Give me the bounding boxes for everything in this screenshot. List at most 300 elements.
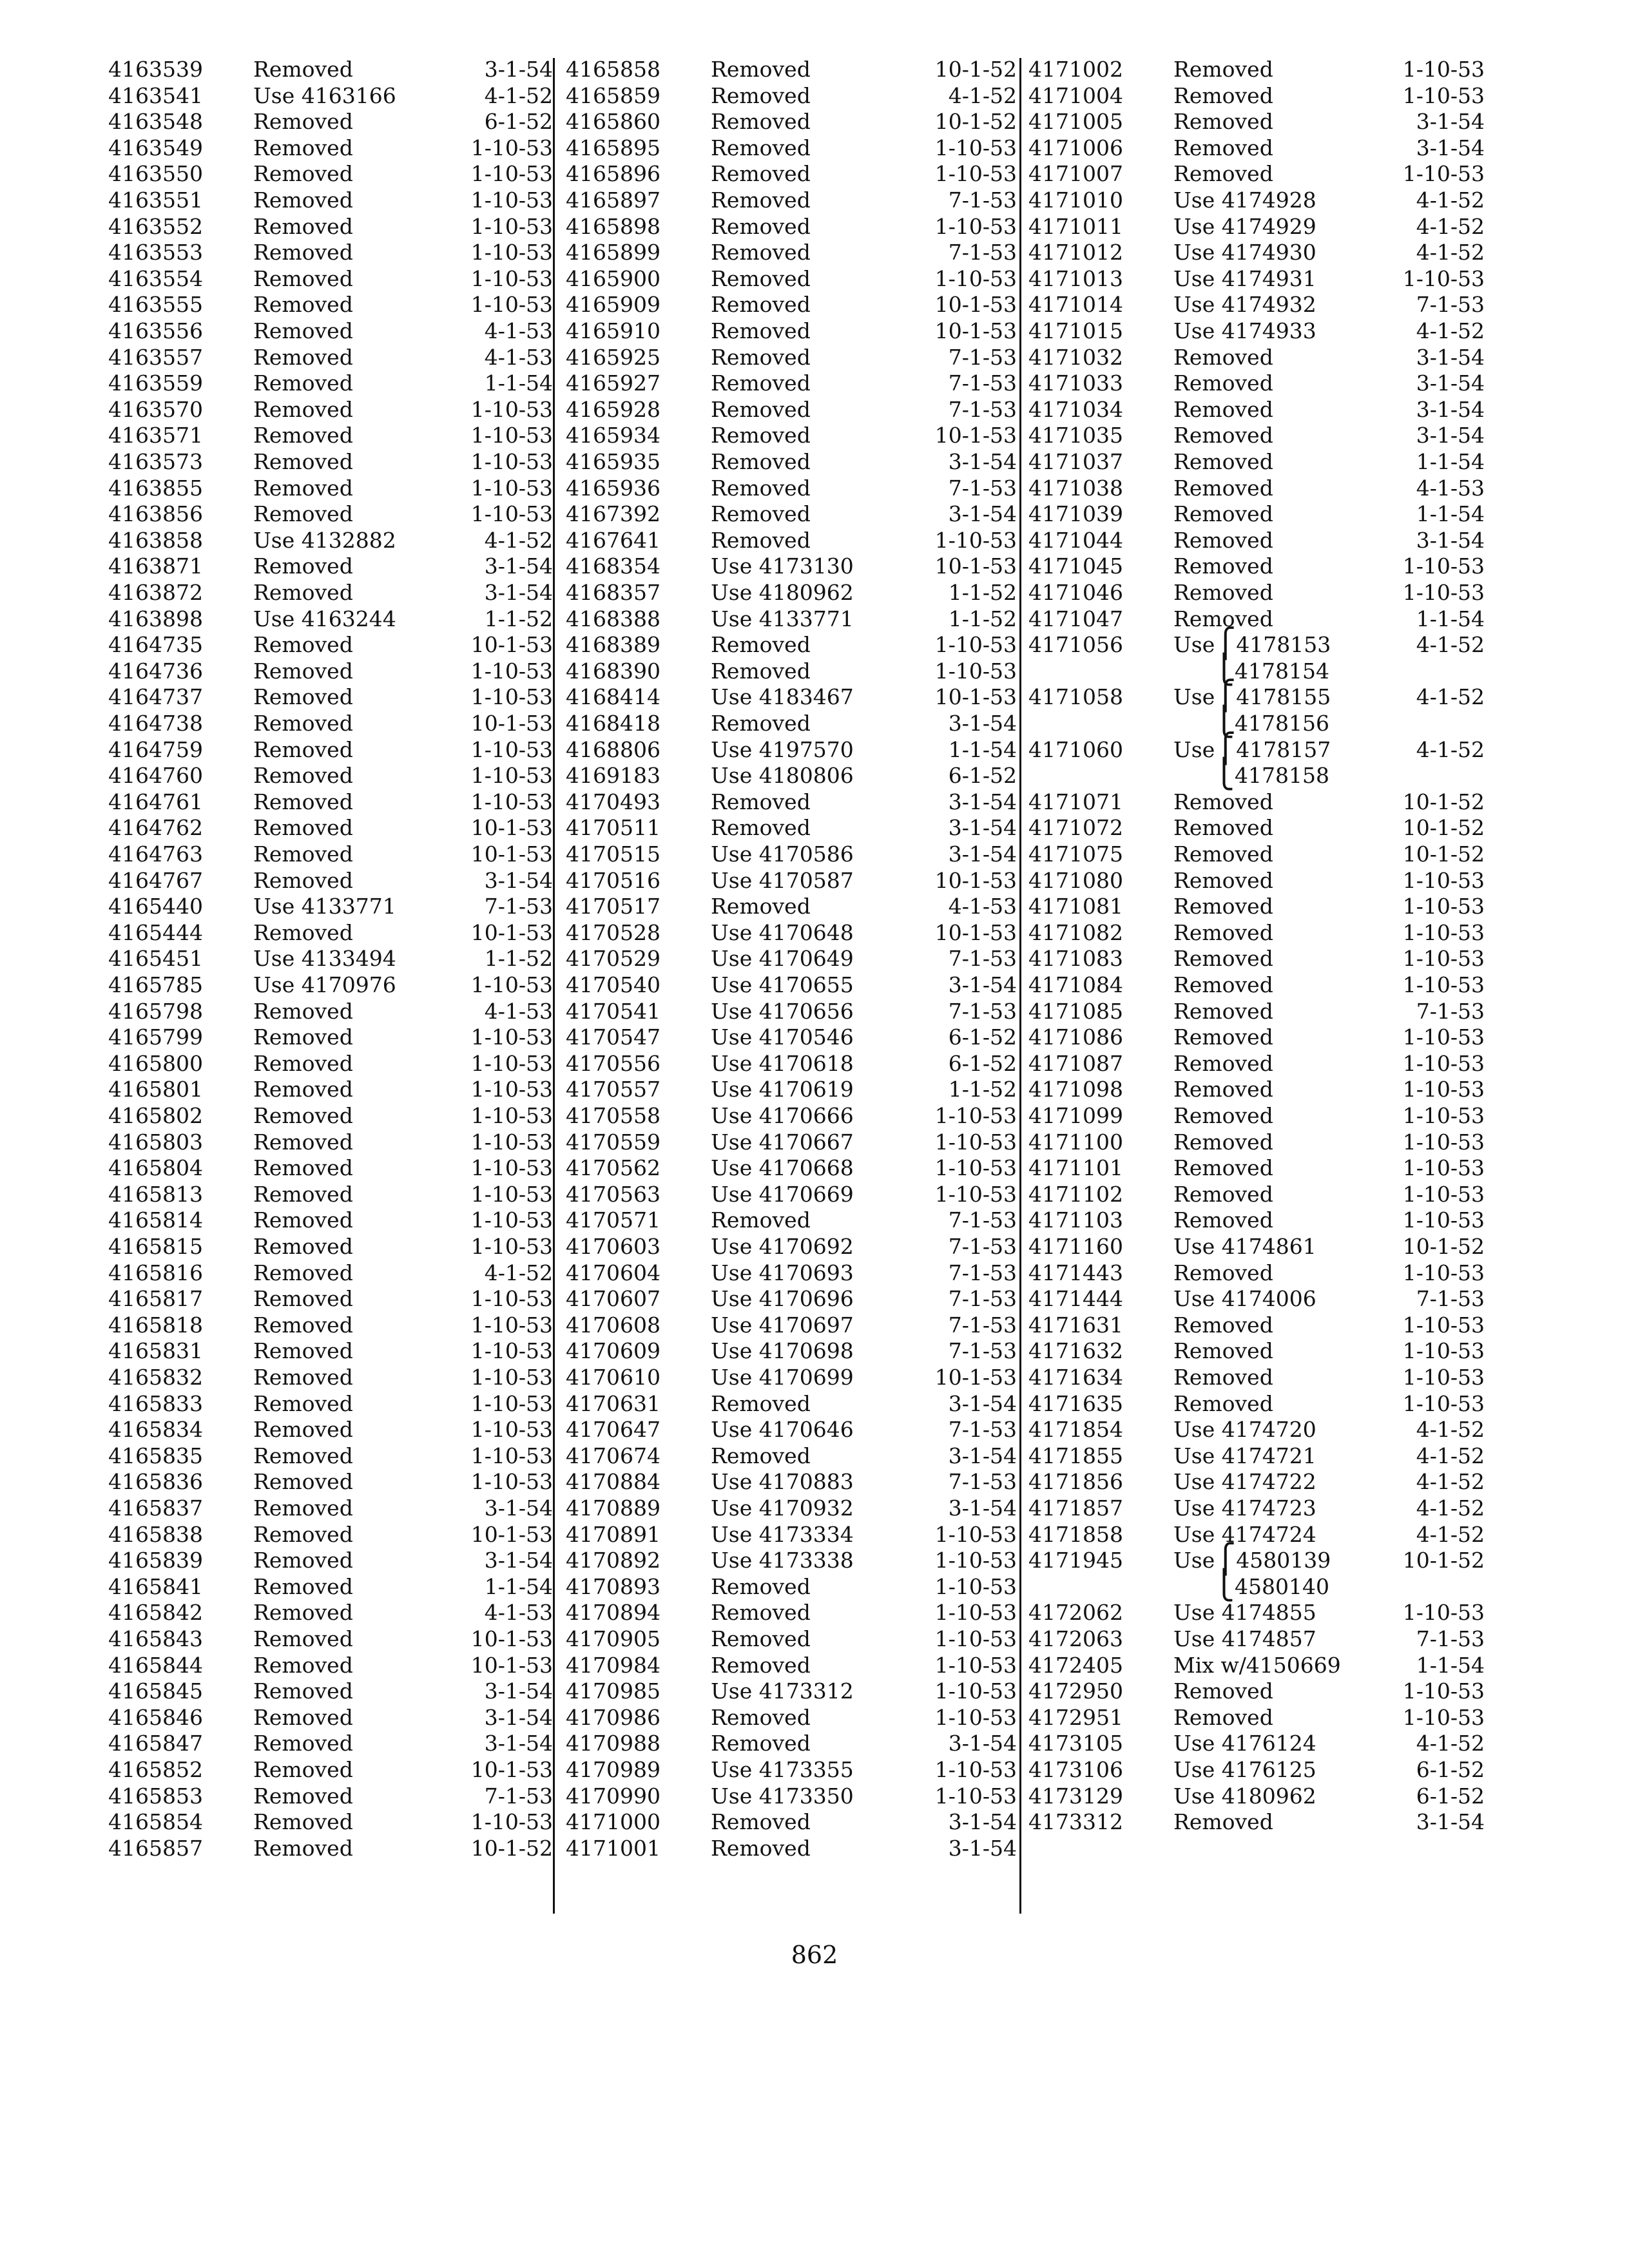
disposition: Removed [253,1469,353,1494]
disposition-text: Use [1173,1548,1215,1573]
effective-date: 10-1-52 [1402,1548,1485,1573]
table-row [1028,1051,1485,1077]
table-row-continuation [1028,706,1485,738]
disposition: Removed [253,737,353,762]
disposition: Removed [711,109,811,134]
part-number: 4165900 [566,266,660,291]
disposition: Removed [1173,1338,1273,1363]
part-number: 4170558 [566,1103,660,1128]
table-row [1028,1783,1485,1809]
disposition: Use 4174855 [1173,1600,1316,1625]
replacement-number: 4178157 [1236,737,1331,762]
table-row [1028,841,1485,867]
table-row [1028,580,1485,606]
disposition: Removed [711,423,811,448]
table-row [1028,1626,1485,1652]
table-row [108,161,553,187]
table-row [566,1365,1017,1390]
disposition: Removed [253,763,353,788]
table-row [566,920,1017,946]
disposition: Removed [253,1338,353,1363]
effective-date: 3-1-54 [948,972,1017,997]
effective-date: 7-1-53 [1416,1286,1485,1311]
effective-date: 4-1-52 [1416,214,1485,239]
effective-date: 1-10-53 [470,135,553,160]
disposition: Removed [1173,1705,1273,1730]
disposition [1213,758,1329,791]
disposition: Use 4170587 [711,868,854,893]
disposition: Removed [1173,606,1273,631]
part-number: 4165834 [108,1417,203,1442]
part-number: 4165842 [108,1600,203,1625]
disposition: Use 4170655 [711,972,854,997]
table-row [108,397,553,423]
disposition: Removed [1173,815,1273,840]
part-number: 4163573 [108,449,203,474]
part-number: 4171032 [1028,345,1123,370]
effective-date: 7-1-53 [484,894,553,919]
disposition: Removed [253,1731,353,1756]
effective-date: 1-10-53 [1402,580,1485,605]
disposition: Removed [253,1312,353,1338]
table-row [566,1469,1017,1495]
table-row [1028,1365,1485,1390]
effective-date: 3-1-54 [484,1678,553,1704]
table-row [566,1757,1017,1783]
part-number: 4171084 [1028,972,1123,997]
table-row [1028,679,1485,712]
table-row [108,1548,553,1573]
table-row [108,815,553,841]
part-number: 4171001 [566,1836,660,1861]
table-row [566,240,1017,265]
effective-date: 1-10-53 [934,632,1017,657]
part-number: 4171444 [1028,1286,1123,1311]
table-row [1028,57,1485,82]
part-number: 4165802 [108,1103,203,1128]
table-row [108,1024,553,1050]
table-row [1028,894,1485,919]
part-number: 4165831 [108,1338,203,1363]
disposition: Removed [711,1443,811,1468]
part-number: 4168389 [566,632,660,657]
table-row [566,1103,1017,1129]
disposition: Removed [1173,83,1273,108]
part-number: 4171044 [1028,528,1123,553]
table-row [108,214,553,240]
part-number: 4171005 [1028,109,1123,134]
disposition: Removed [1173,449,1273,474]
disposition: Removed [253,553,353,579]
part-number: 4170884 [566,1469,660,1494]
part-number: 4165803 [108,1129,203,1155]
disposition: Use 4174724 [1173,1522,1316,1547]
table-row [108,737,553,763]
effective-date: 10-1-52 [934,57,1017,82]
part-number: 4165800 [108,1051,203,1076]
table-row [566,1260,1017,1286]
effective-date: 1-10-53 [1402,1051,1485,1076]
disposition: Removed [711,1207,811,1233]
disposition: Removed [1173,161,1273,186]
table-row [108,292,553,318]
disposition: Removed [1173,1182,1273,1207]
table-row [566,1234,1017,1260]
part-number: 4170891 [566,1522,660,1547]
effective-date: 1-10-53 [934,1678,1017,1704]
table-row [1028,1338,1485,1364]
table-row [566,684,1017,710]
part-number: 4163552 [108,214,203,239]
table-row [566,318,1017,344]
part-number: 4165799 [108,1024,203,1050]
part-number: 4165847 [108,1731,203,1756]
table-row [1028,1312,1485,1338]
part-number: 4165838 [108,1522,203,1547]
disposition: Removed [1173,868,1273,893]
part-number: 4165899 [566,240,660,265]
part-number: 4171072 [1028,815,1123,840]
effective-date: 1-10-53 [934,1155,1017,1180]
table-row [566,135,1017,161]
table-row [108,684,553,710]
disposition: Removed [711,1809,811,1834]
disposition: Removed [253,449,353,474]
table-row-continuation [1028,758,1485,791]
part-number: 4171035 [1028,423,1123,448]
effective-date: 1-10-53 [1402,1705,1485,1730]
effective-date: 10-1-52 [1402,815,1485,840]
table-row [108,1600,553,1626]
table-row [566,1495,1017,1521]
table-row [108,1626,553,1652]
disposition: Removed [711,266,811,291]
disposition: Removed [1173,370,1273,396]
disposition: Use 4174928 [1173,187,1316,213]
effective-date: 1-10-53 [1402,1207,1485,1233]
table-row [566,737,1017,763]
part-number: 4164735 [108,632,203,657]
effective-date: 1-10-53 [1402,1312,1485,1338]
table-row [1028,423,1485,448]
disposition: Removed [711,711,811,736]
table-row [108,946,553,972]
table-row [1028,1207,1485,1233]
part-number: 4171004 [1028,83,1123,108]
disposition: Removed [711,476,811,501]
table-row [1028,397,1485,423]
effective-date: 1-1-54 [948,737,1017,762]
effective-date: 1-10-53 [934,1129,1017,1155]
replacement-number: 4178154 [1235,658,1329,684]
table-row [108,1574,553,1600]
part-number: 4171046 [1028,580,1123,605]
table-row [108,266,553,292]
disposition: Use 4174721 [1173,1443,1316,1468]
part-number: 4164767 [108,868,203,893]
disposition: Removed [711,370,811,396]
effective-date: 1-10-53 [934,1783,1017,1809]
table-row [566,894,1017,919]
table-row [566,1705,1017,1731]
effective-date: 1-10-53 [470,1809,553,1834]
part-number: 4171015 [1028,318,1123,343]
table-row [566,1312,1017,1338]
table-row [108,711,553,736]
part-number: 4170988 [566,1731,660,1756]
table-row [1028,1678,1485,1704]
effective-date: 10-1-53 [470,1653,553,1678]
table-row [566,1783,1017,1809]
effective-date: 1-10-53 [470,1155,553,1180]
effective-date: 1-10-53 [470,501,553,526]
disposition: Use 4174857 [1173,1626,1316,1651]
table-row [566,1182,1017,1207]
table-row [1028,1155,1485,1181]
table-row [1028,1391,1485,1417]
part-number: 4165817 [108,1286,203,1311]
disposition: Use 4170696 [711,1286,854,1311]
effective-date: 7-1-53 [948,1469,1017,1494]
effective-date: 1-10-53 [470,1286,553,1311]
disposition: Use 4170698 [711,1338,854,1363]
effective-date: 1-10-53 [470,423,553,448]
part-number: 4165440 [108,894,203,919]
disposition: Removed [253,1207,353,1233]
effective-date: 6-1-52 [948,1024,1017,1050]
part-number: 4165896 [566,161,660,186]
table-row [1028,161,1485,187]
table-row [1028,83,1485,109]
table-row [1028,214,1485,240]
disposition: Removed [253,868,353,893]
part-number: 4165814 [108,1207,203,1233]
part-number: 4170493 [566,789,660,814]
table-row [108,423,553,448]
part-number: 4170562 [566,1155,660,1180]
effective-date: 3-1-54 [948,711,1017,736]
part-number: 4165853 [108,1783,203,1809]
table-row [566,1155,1017,1181]
effective-date: 1-10-53 [470,1469,553,1494]
disposition: Removed [253,1443,353,1468]
disposition: Removed [1173,1207,1273,1233]
effective-date: 1-10-53 [1402,1365,1485,1390]
part-number: 4171002 [1028,57,1123,82]
table-row [566,632,1017,658]
table-row [566,161,1017,187]
part-number: 4165801 [108,1077,203,1102]
part-number: 4165815 [108,1234,203,1259]
effective-date: 6-1-52 [948,763,1017,788]
effective-date: 1-1-54 [1416,606,1485,631]
table-row [1028,1103,1485,1129]
effective-date: 1-10-53 [470,1417,553,1442]
effective-date: 10-1-53 [470,1626,553,1651]
effective-date: 1-10-53 [1402,83,1485,108]
disposition: Removed [253,1391,353,1416]
disposition: Use 4170646 [711,1417,854,1442]
part-number: 4170986 [566,1705,660,1730]
effective-date: 1-10-53 [1402,1103,1485,1128]
part-number: 4165846 [108,1705,203,1730]
part-number: 4164738 [108,711,203,736]
effective-date: 10-1-52 [1402,1234,1485,1259]
effective-date: 3-1-54 [948,841,1017,867]
effective-date: 7-1-53 [948,370,1017,396]
part-number: 4171010 [1028,187,1123,213]
disposition: Removed [253,920,353,945]
column-divider [1019,58,1021,1914]
table-row [1028,627,1485,660]
table-row [108,658,553,684]
effective-date: 3-1-54 [1416,135,1485,160]
part-number: 4165837 [108,1495,203,1521]
part-number: 4172951 [1028,1705,1123,1730]
effective-date: 1-10-53 [1402,1077,1485,1102]
part-number: 4168418 [566,711,660,736]
disposition: Use 4174722 [1173,1469,1316,1494]
effective-date: 10-1-53 [470,841,553,867]
table-row [1028,449,1485,475]
effective-date: 1-10-53 [934,1626,1017,1651]
disposition: Removed [1173,894,1273,919]
effective-date: 1-10-53 [1402,553,1485,579]
part-number: 4171045 [1028,553,1123,579]
table-row [108,1522,553,1548]
brace-glyph: ⎩ [1213,1569,1235,1602]
effective-date: 10-1-53 [470,711,553,736]
disposition: Removed [711,83,811,108]
disposition: Removed [253,109,353,134]
part-number: 4170529 [566,946,660,971]
part-number: 4165909 [566,292,660,317]
effective-date: 1-10-53 [1402,1391,1485,1416]
table-row [108,1129,553,1155]
disposition: Removed [1173,999,1273,1024]
part-number: 4171101 [1028,1155,1123,1180]
effective-date: 7-1-53 [948,999,1017,1024]
effective-date: 10-1-53 [934,868,1017,893]
disposition: Use 4174932 [1173,292,1316,317]
effective-date: 4-1-53 [484,1600,553,1625]
table-row [566,1522,1017,1548]
disposition: Use 4174720 [1173,1417,1316,1442]
effective-date: 1-10-53 [934,1574,1017,1599]
disposition: Removed [253,1626,353,1651]
table-row [108,240,553,265]
effective-date: 10-1-52 [934,109,1017,134]
disposition: Removed [1173,841,1273,867]
disposition: Removed [1173,1260,1273,1285]
table-row [108,972,553,998]
part-number: 4171098 [1028,1077,1123,1102]
disposition: Use 4173350 [711,1783,854,1809]
table-row [108,1260,553,1286]
disposition: Removed [1173,920,1273,945]
disposition: Removed [1173,1678,1273,1704]
disposition: Use 4170669 [711,1182,854,1207]
disposition: Removed [253,1653,353,1678]
part-number: 4173312 [1028,1809,1123,1834]
disposition: Removed [711,292,811,317]
effective-date: 3-1-54 [948,789,1017,814]
effective-date: 4-1-52 [1416,240,1485,265]
table-row [1028,1757,1485,1783]
part-number: 4171443 [1028,1260,1123,1285]
effective-date: 6-1-52 [484,109,553,134]
part-number: 4170894 [566,1600,660,1625]
table-row [108,894,553,919]
disposition: Use 4176124 [1173,1731,1316,1756]
part-number: 4170528 [566,920,660,945]
disposition: Removed [253,1365,353,1390]
table-row [566,1653,1017,1678]
effective-date: 1-10-53 [934,1522,1017,1547]
effective-date: 7-1-53 [948,946,1017,971]
table-row [1028,1129,1485,1155]
disposition: Use 4133771 [711,606,854,631]
table-row [566,57,1017,82]
part-number: 4165843 [108,1626,203,1651]
part-number: 4171632 [1028,1338,1123,1363]
brace-glyph: ⎩ [1213,706,1235,738]
part-number: 4170607 [566,1286,660,1311]
effective-date: 1-10-53 [1402,946,1485,971]
effective-date: 1-10-53 [470,476,553,501]
disposition: Removed [253,345,353,370]
disposition: Removed [1173,1077,1273,1102]
table-row [566,763,1017,789]
disposition: Use 4170546 [711,1024,854,1050]
table-row [1028,266,1485,292]
disposition: Use 4170976 [253,972,396,997]
disposition: Removed [253,815,353,840]
part-number: 4170563 [566,1182,660,1207]
disposition [1173,627,1331,660]
disposition: Use 4170648 [711,920,854,945]
disposition: Removed [253,57,353,82]
part-number: 4171086 [1028,1024,1123,1050]
disposition: Use 4132882 [253,528,396,553]
disposition: Removed [253,1155,353,1180]
effective-date: 6-1-52 [948,1051,1017,1076]
disposition: Removed [253,1051,353,1076]
effective-date: 3-1-54 [484,1548,553,1573]
effective-date: 7-1-53 [948,397,1017,422]
table-row [108,476,553,501]
effective-date: 7-1-53 [948,345,1017,370]
disposition: Removed [253,1103,353,1128]
table-row [566,292,1017,318]
effective-date: 1-10-53 [470,789,553,814]
disposition: Removed [253,214,353,239]
part-number: 4168390 [566,658,660,684]
part-number: 4165832 [108,1365,203,1390]
effective-date: 1-10-53 [934,266,1017,291]
table-row [1028,1495,1485,1521]
part-number: 4163541 [108,83,203,108]
effective-date: 10-1-53 [934,553,1017,579]
disposition: Removed [1173,1024,1273,1050]
part-number: 4172063 [1028,1626,1123,1651]
part-number: 4171087 [1028,1051,1123,1076]
disposition: Removed [711,815,811,840]
part-number: 4163571 [108,423,203,448]
part-number: 4172405 [1028,1653,1123,1678]
disposition: Removed [1173,345,1273,370]
part-number: 4170905 [566,1626,660,1651]
